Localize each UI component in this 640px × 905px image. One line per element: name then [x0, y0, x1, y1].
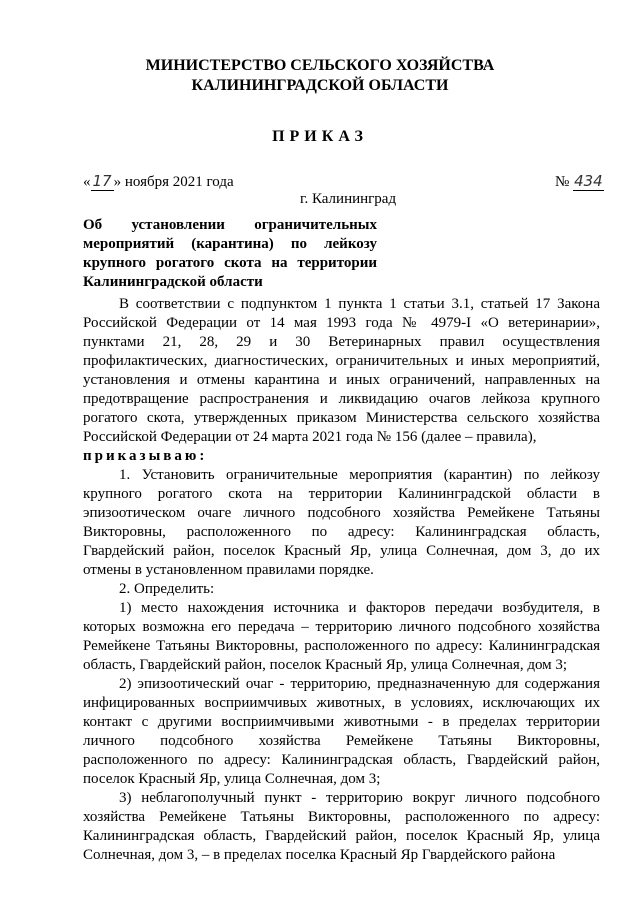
- order-number: [555, 172, 604, 191]
- date-quote-open: «: [83, 174, 91, 190]
- number-value-handwritten: 434: [574, 172, 603, 190]
- order-date: [83, 172, 234, 191]
- date-day-handwritten: 17: [92, 172, 112, 190]
- ministry-header: [0, 56, 640, 96]
- number-sign: №: [555, 174, 570, 190]
- ministry-name-line1: МИНИСТЕРСТВО СЕЛЬСКОГО ХОЗЯЙСТВА: [145, 57, 495, 74]
- order-item: 1) место нахождения источника и факторов передачи возбудителя, в которых возможна его передача – территорию личного подсобного хозяйства Ремейкене Татьяны Викторовны, расположенного по адресу: Калининградская область, Гвардейский район, поселок Красный Яр, улица Солнечная, дом 3;: [83, 600, 600, 673]
- decree-word: приказываю:: [83, 448, 208, 464]
- ministry-name-line2: КАЛИНИНГРАДСКОЙ ОБЛАСТИ: [191, 77, 449, 94]
- preamble-text: В соответствии с подпунктом 1 пункта 1 статьи 3.1, статьей 17 Закона Российской Федерации от 14 мая 1993 года № 4979-I «О ветеринарии», пунктами 21, 28, 29 и 30 Ветеринарных правил осуществления профилактических, диагностических, ограничительных и иных мероприятий, установления и отмены карантина и иных ограничений, направленных на предотвращение распространения и ликвидацию очагов лейкоза крупного рогатого скота, утвержденных приказом Министерства сельского хозяйства Российской Федерации от 24 марта 2021 года № 156 (далее – правила),: [83, 296, 600, 445]
- order-city: г. Калининград: [300, 191, 397, 207]
- order-body: [83, 295, 600, 865]
- order-item: 2. Определить:: [119, 581, 215, 597]
- date-rest: » ноября 2021 года: [113, 174, 234, 190]
- preamble-paragraph: [83, 295, 600, 466]
- document-title: ПРИКАЗ: [272, 128, 368, 145]
- order-item: 3) неблагополучный пункт - территорию вокруг личного подсобного хозяйства Ремейкене Татьяны Викторовны, расположенного по адресу: Калининградская область, Гвардейский район, поселок Красный Яр, улица Солнечная, дом 3, – в пределах поселка Красный Яр Гвардейского района: [83, 790, 600, 863]
- order-item: 2) эпизоотический очаг - территорию, предназначенную для содержания инфицированных восприимчивых животных, в условиях, исключающих их контакт с другими восприимчивыми животными - в пределах территории личного подсобного хозяйства Ремейкене Татьяны Викторовны, расположенного по адресу: Калининградская область, Гвардейский район, поселок Красный Яр, улица Солнечная, дом 3;: [83, 676, 600, 787]
- order-item: 1. Установить ограничительные мероприятия (карантин) по лейкозу крупного рогатого скота на территории Калининградской области в эпизоотическом очаге личного подсобного хозяйства Ремейкене Татьяны Викторовны, расположенного по адресу: Калининградская область, Гвардейский район, поселок Красный Яр, улица Солнечная, дом 3, до их отмены в установленном правилами порядке.: [83, 467, 600, 578]
- order-subject: Об установлении ограничительных мероприятий (карантина) по лейкозу крупного рогатого скота на территории Калининградской области: [83, 217, 377, 290]
